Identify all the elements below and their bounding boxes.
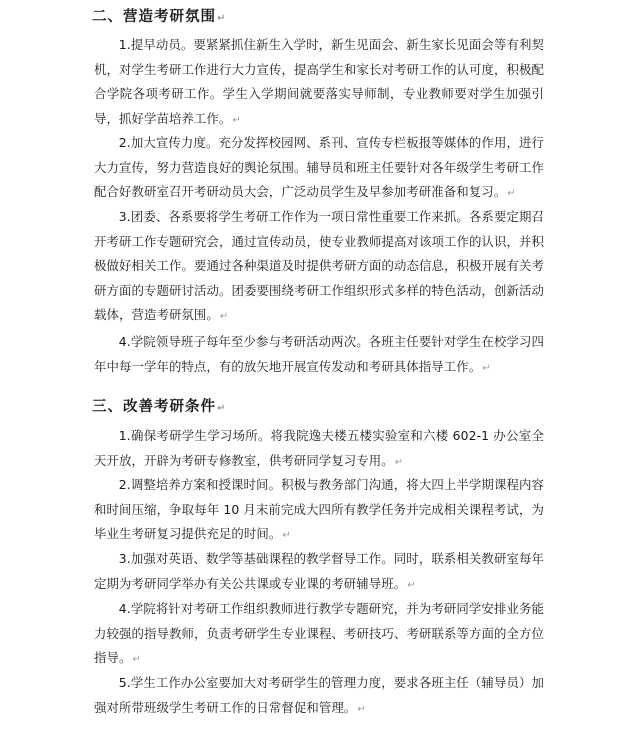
paragraph-mark: ↵ [217,403,227,414]
paragraph-mark: ↵ [232,114,241,126]
paragraph-mark: ↵ [407,579,416,591]
paragraph: 4.学院领导班子每年至少参与考研活动两次。各班主任要针对学生在校学习四年中每一学年的特点，有的放矢地开展宣传发动和考研具体指导工作。↵ [94,334,544,374]
section-heading: 三、改善考研条件↵ [92,399,227,415]
paragraph-mark: ↵ [282,530,291,542]
paragraph-mark: ↵ [219,311,229,323]
paragraph: 4.学院将针对考研工作组织教师进行教学专题研究，并为考研同学安排业务能力较强的指导教师，负责考研学生专业课程、考研技巧、考研联系等方面的全方位指导。↵ [94,601,544,666]
paragraph: 2.调整培养方案和授课时间。积极与教务部门沟通，将大四上半学期课程内容和时间压缩，争取每年 10 月末前完成大四所有教学任务并完成相关课程考试，为毕业生考研复习提供充足的时间。↵ [94,477,544,542]
paragraph: 2.加大宣传力度。充分发挥校园网、系刊、宣传专栏板报等媒体的作用，进行大力宣传，努力营造良好的舆论氛围。辅导员和班主任要针对各年级学生考研工作配合好教研室召开考研动员大会，广泛动员学生及早参加考研准备和复习。↵ [94,135,544,200]
paragraph: 1.确保考研学生学习场所。将我院逸夫楼五楼实验室和六楼 602-1 办公室全天开放，开辟为考研专修教室，供考研同学复习专用。↵ [94,428,544,468]
section-heading: 二、营造考研氛围↵ [92,9,227,25]
paragraph-mark: ↵ [217,13,227,24]
paragraph-mark: ↵ [507,188,516,200]
paragraph: 1.提早动员。要紧紧抓住新生入学时，新生见面会、新生家长见面会等有利契机，对学生考研工作进行大力宣传，提高学生和家长对考研工作的认可度，积极配合学院各项考研工作。学生入学期间就要落实导师制，专业教师要对学生加强引导，抓好学苗培养工作。↵ [94,37,544,126]
paragraph: 3.团委、各系要将学生考研工作作为一项日常性重要工作来抓。各系要定期召开考研工作专题研究会，通过宣传动员，使专业教师提高对该项工作的认识，并积极做好相关工作。要通过各种渠道及时提供考研方面的动态信息，积极开展有关考研方面的专题研讨活动。团委要围绕考研工作组织形式多样的特色活动，创新活动载体，营造考研氛围。↵ [94,209,544,323]
paragraph-mark: ↵ [357,703,366,715]
paragraph-mark: ↵ [482,362,491,374]
paragraph: 5.学生工作办公室要加大对考研学生的管理力度，要求各班主任（辅导员）加强对所带班级学生考研工作的日常督促和管理。↵ [94,675,544,715]
paragraph: 3.加强对英语、数学等基础课程的教学督导工作。同时，联系相关教研室每年定期为考研同学举办有关公共课或专业课的考研辅导班。↵ [94,551,544,591]
paragraph-mark: ↵ [132,654,141,666]
paragraph-mark: ↵ [394,456,404,468]
